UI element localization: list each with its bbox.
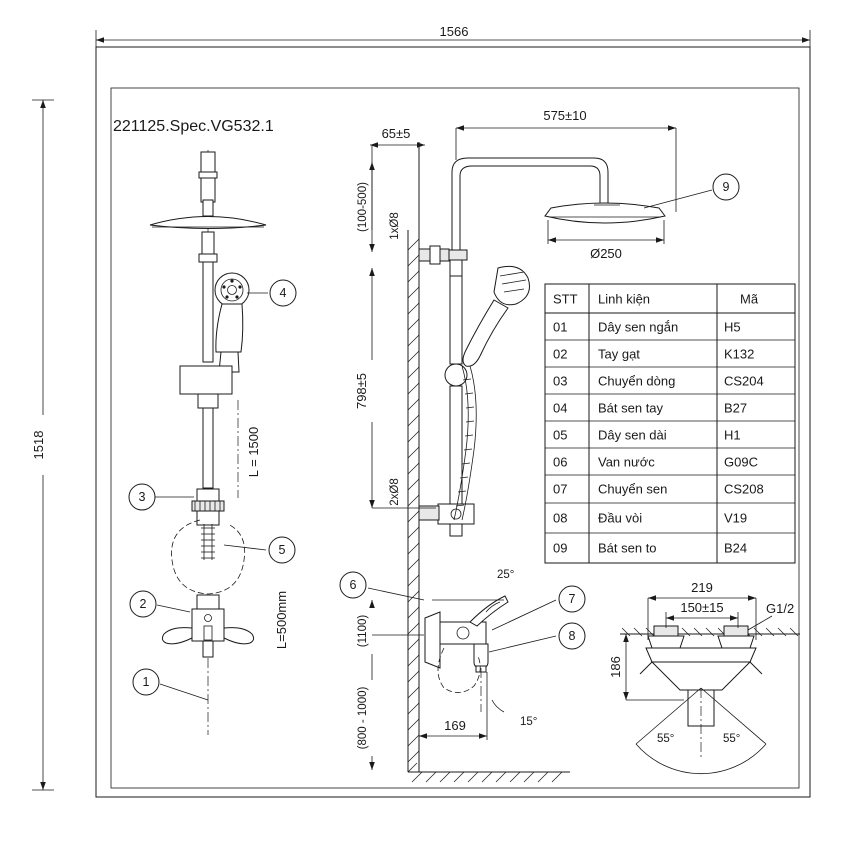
- dim-overall-height-label: 1518: [31, 430, 46, 460]
- table-row: [553, 401, 747, 416]
- cell-no: 09: [553, 540, 568, 556]
- cell-code: H1: [724, 427, 741, 443]
- diverter-fitting: [192, 489, 224, 525]
- table-row: [553, 511, 747, 526]
- dimension-inlet-spacing: [666, 600, 738, 628]
- table-row: [553, 455, 758, 470]
- bath-mixer-installation: [425, 596, 508, 693]
- dim-wall-offset-top-label: 65±5: [381, 126, 411, 141]
- cell-no: 03: [553, 373, 568, 389]
- table-row: [553, 347, 754, 362]
- dim-shower-arm-reach-label: 575±10: [543, 108, 587, 123]
- cell-code: K132: [724, 346, 755, 362]
- callout-5[interactable]: [269, 537, 295, 563]
- cell-code: B27: [724, 400, 748, 416]
- cell-name: Van nước: [598, 454, 655, 470]
- callout-9-label: 9: [722, 180, 730, 194]
- dim-inlet-thread-label: G1/2: [766, 601, 795, 616]
- cell-no: 05: [553, 427, 568, 443]
- dim-riser-height-label: 798±5: [354, 372, 369, 410]
- callout-7-label: 7: [568, 592, 576, 606]
- dimension-riser-range: [357, 162, 375, 252]
- cell-name: Bát sen to: [598, 540, 657, 556]
- cell-no: 01: [553, 319, 568, 335]
- cell-no: 08: [553, 510, 568, 526]
- callout-2-label: 2: [139, 597, 147, 611]
- cell-code: B24: [724, 540, 748, 556]
- table-row: [553, 428, 741, 443]
- table-row: [553, 320, 741, 335]
- cell-code: G09C: [724, 454, 758, 470]
- dimension-overall-height: [31, 100, 54, 790]
- callout-7[interactable]: [559, 586, 585, 612]
- cell-no: 04: [553, 400, 568, 416]
- dim-overall-width-label: 1566: [439, 24, 469, 39]
- callout-9[interactable]: [713, 174, 739, 200]
- callout-8-label: 8: [568, 629, 576, 643]
- dimension-riser-height: [354, 268, 436, 508]
- dim-hose-length-500: L=500mm: [274, 590, 289, 650]
- table-row: [553, 541, 747, 556]
- dim-inlet-outer-label: 219: [691, 580, 713, 595]
- table-row: [553, 374, 764, 389]
- dim-riser-range-label: (100-500): [357, 182, 369, 232]
- hand-shower-wall: [463, 266, 530, 366]
- inlet-plan-detail: [608, 580, 800, 774]
- callout-3[interactable]: [129, 484, 155, 510]
- callout-1-label: 1: [142, 675, 150, 689]
- callout-3-label: 3: [138, 490, 146, 504]
- centre-installation-view: [419, 158, 668, 728]
- cell-code: V19: [724, 510, 748, 526]
- dim-inlet-height-label: 186: [608, 656, 623, 678]
- cell-no: 06: [553, 454, 568, 470]
- dim-mixer-height-range-label: (800 - 1000): [357, 686, 369, 750]
- drawing-title: 221125.Spec.VG532.1: [113, 118, 274, 135]
- dimension-spout-projection: [419, 672, 487, 740]
- dim-swivel-left: 55°: [657, 733, 675, 745]
- cell-name: Dây sen ngắn: [598, 319, 679, 335]
- dim-rain-head-diameter-label: Ø250: [590, 246, 622, 261]
- dim-top-pipe-hole: 1xØ8: [389, 212, 401, 240]
- dimension-mixer-height: [357, 600, 424, 770]
- callout-2[interactable]: [130, 591, 156, 617]
- cell-no: 02: [553, 346, 568, 362]
- mixer-body-elevation: [162, 595, 253, 657]
- cell-name: Đầu vòi: [598, 510, 643, 526]
- dim-lower-pipe-hole: 2xØ8: [389, 478, 401, 506]
- dimension-shower-arm-reach: [456, 106, 676, 212]
- cell-name: Bát sen tay: [598, 400, 664, 416]
- dim-inlet-spacing-label: 150±15: [680, 600, 724, 615]
- dim-swivel-right: 55°: [723, 733, 741, 745]
- callout-6[interactable]: [340, 572, 366, 598]
- cell-no: 07: [553, 481, 568, 497]
- callout-1[interactable]: [133, 669, 159, 695]
- parts-table: [545, 284, 795, 563]
- cell-code: CS204: [724, 373, 764, 389]
- cell-name: Chuyển sen: [598, 481, 668, 497]
- cell-name: Chuyển dòng: [598, 373, 676, 389]
- dimension-rain-head-diameter: [548, 220, 664, 261]
- hand-shower-detail: [215, 273, 249, 372]
- cell-name: Dây sen dài: [598, 427, 667, 443]
- dim-spout-projection-label: 169: [444, 718, 466, 733]
- dim-hose-length-1500: L = 1500: [246, 426, 261, 478]
- wall-and-floor: [408, 142, 570, 782]
- dim-mixer-height-label: (1100): [357, 614, 369, 648]
- table-header-code: Mã: [740, 291, 759, 307]
- table-row: [553, 482, 764, 497]
- dim-spout-angle-up: 25°: [497, 569, 515, 581]
- cell-code: H5: [724, 319, 741, 335]
- left-elevation-assembly: [150, 150, 289, 735]
- callout-6-label: 6: [349, 578, 357, 592]
- cell-name: Tay gạt: [598, 346, 640, 362]
- callout-8[interactable]: [559, 623, 585, 649]
- cell-code: CS208: [724, 481, 764, 497]
- table-header-component: Linh kiện: [598, 291, 651, 307]
- callout-5-label: 5: [278, 543, 286, 557]
- dim-spout-angle-down: 15°: [520, 716, 538, 728]
- table-header-stt: STT: [553, 291, 578, 307]
- callout-4-label: 4: [279, 286, 287, 300]
- callout-4[interactable]: [270, 280, 296, 306]
